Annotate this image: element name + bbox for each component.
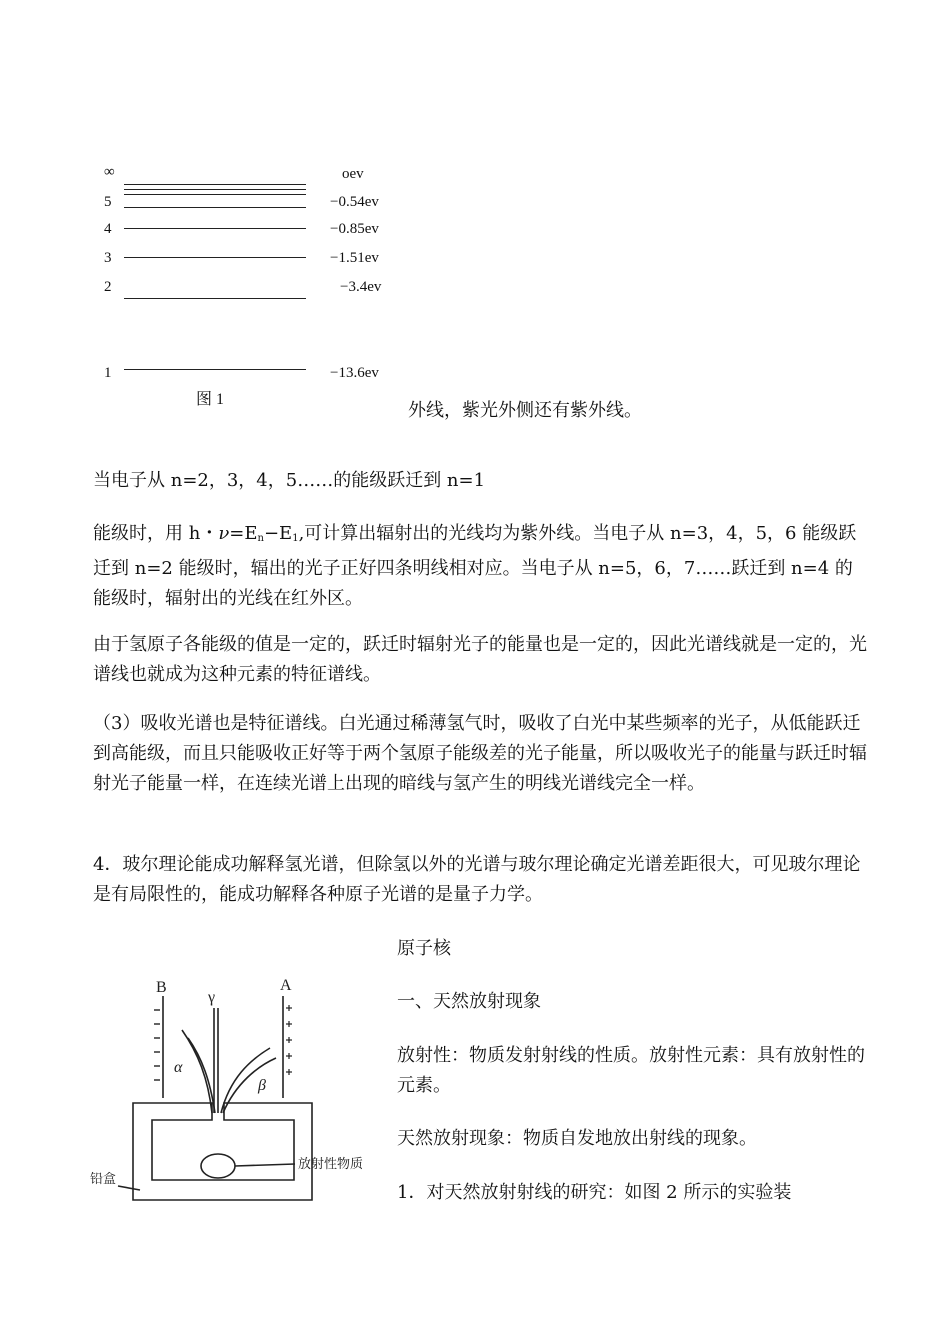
natural-definition-paragraph: 天然放射现象：物质自发地放出射线的现象。 [397, 1128, 757, 1149]
energy-level-diagram [90, 158, 420, 418]
level-line-4 [124, 228, 306, 229]
research-paragraph: 1．对天然放射射线的研究：如图 2 所示的实验装 [397, 1182, 792, 1203]
level-energy-4: −0.85ev [330, 221, 379, 237]
level-n-inf: ∞ [104, 164, 115, 180]
level-line-1 [124, 369, 306, 370]
label-a: A [280, 977, 292, 994]
formula-sub-n: n [257, 533, 264, 544]
level-line-3 [124, 257, 306, 258]
formula-rest: ,可计算出辐射出的光线均为紫外线。当电子从 n=3，4，5，6 能级跃迁到 n=2 能级时，辐出的光子正好四条明线相对应。当电子从 n=5，6，7……跃迁到 n=4 的能级时，辐射出的光线在红外区。 [93, 523, 857, 609]
level-line-5 [124, 207, 306, 208]
level-energy-1: −13.6ev [330, 365, 379, 381]
level-n-5: 5 [104, 194, 112, 210]
level-line-inf-a [124, 184, 306, 185]
transition-lead-paragraph: 当电子从 n=2，3，4，5……的能级跃迁到 n=1 [93, 470, 486, 491]
label-gamma: γ [208, 989, 216, 1006]
formula-e: =E [229, 523, 258, 544]
level-energy-5: −0.54ev [330, 194, 379, 210]
heading-nucleus: 原子核 [397, 938, 451, 959]
radioactivity-paragraph: 放射性：物质发射射线的性质。放射性元素：具有放射性的元素。 [397, 1045, 865, 1096]
radiation-experiment-diagram [90, 968, 390, 1218]
uv-tail-text: 外线，紫光外侧还有紫外线。 [408, 400, 642, 421]
level-n-3: 3 [104, 250, 112, 266]
bohr-paragraph: 4．玻尔理论能成功解释氢光谱，但除氢以外的光谱与玻尔理论确定光谱差距很大，可见玻尔理论是有局限性的，能成功解释各种原子光谱的是量子力学。 [93, 854, 861, 905]
figure1-caption: 图 1 [196, 391, 225, 408]
level-energy-inf: oev [342, 166, 364, 182]
label-alpha: α [174, 1059, 183, 1076]
formula-minus: −E [263, 523, 293, 544]
characteristic-paragraph: 由于氢原子各能级的值是一定的，跃迁时辐射光子的能量也是一定的，因此光谱线就是一定的，光谱线也就成为这种元素的特征谱线。 [93, 634, 867, 685]
label-source: 放射性物质 [298, 1156, 364, 1171]
label-b: B [156, 979, 167, 996]
level-line-inf-c [124, 194, 306, 195]
level-line-inf-b [124, 189, 306, 190]
absorption-paragraph: （3）吸收光谱也是特征谱线。白光通过稀薄氢气时，吸收了白光中某些频率的光子，从低能跃迁到高能级，而且只能吸收正好等于两个氢原子能级差的光子能量，所以吸收光子的能量与跃迁时辐射光子能量一样，在连续光谱上出现的暗线与氢产生的明线光谱线完全一样。 [93, 713, 867, 794]
formula-text-a: 能级时，用 h・ [93, 523, 219, 544]
label-beta: β [258, 1077, 266, 1094]
level-n-4: 4 [104, 221, 112, 237]
level-n-2: 2 [104, 279, 112, 295]
level-energy-3: −1.51ev [330, 250, 379, 266]
level-energy-2: −3.4ev [340, 279, 382, 295]
heading-natural-radioactivity: 一、天然放射现象 [397, 991, 541, 1012]
radiation-sketch [90, 968, 390, 1218]
formula-sub-1: 1 [292, 533, 299, 544]
formula-nu: ν [218, 523, 230, 544]
level-line-2 [124, 298, 306, 299]
label-box: 铅盒 [90, 1171, 117, 1186]
formula-paragraph [93, 519, 868, 614]
level-n-1: 1 [104, 365, 112, 381]
